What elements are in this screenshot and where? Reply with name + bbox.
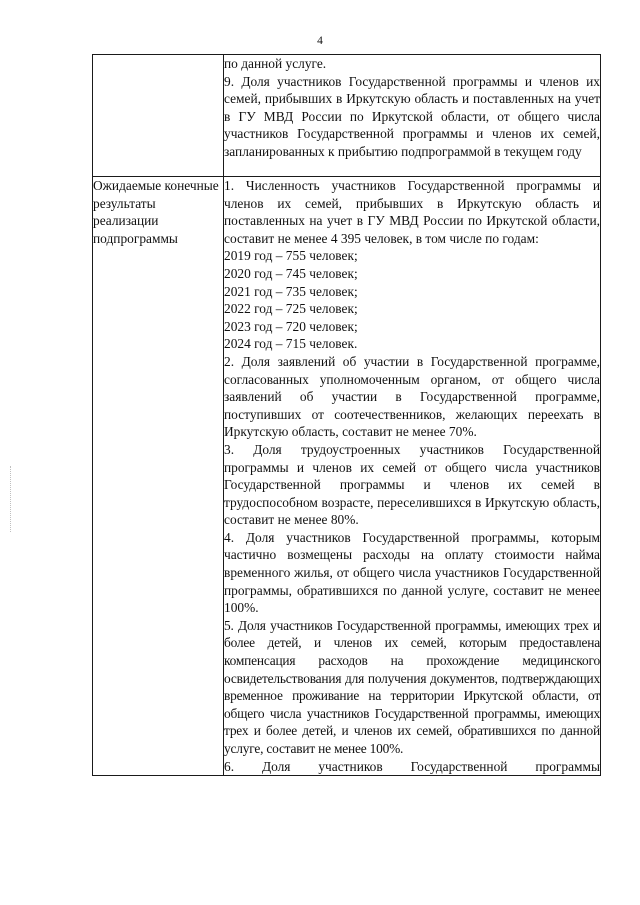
row-label-empty bbox=[93, 55, 224, 177]
table-row bbox=[93, 177, 601, 776]
continuation-text: по данной услуге. bbox=[224, 56, 327, 71]
table-row bbox=[93, 55, 601, 177]
year-line: 2022 год – 725 человек; bbox=[224, 301, 358, 317]
result-6: 6. Доля участников Государственной программы bbox=[224, 758, 600, 774]
result-1-intro: 1. Численность участников Государственной программы и членов их семей, прибывших в Иркутскую область и поставленных на учет в ГУ МВД России по Иркутской области, составит не менее 4 395 человек, в том числе по годам: bbox=[224, 178, 600, 246]
year-line: 2019 год – 755 человек; bbox=[224, 248, 358, 264]
row-content bbox=[224, 55, 601, 177]
passport-table bbox=[92, 54, 601, 776]
year-line: 2024 год – 715 человек. bbox=[224, 336, 358, 352]
result-5: 5. Доля участников Государственной программы, имеющих трех и более детей, и членов их семей, которым предоставлена компенсация расходов на прохождение медицинского освидетельствования для получения документов, подтверждающих временное проживание на территории Иркутской области, от общего числа участников Государственной программы, имеющих трех и более детей, и членов их семей, обратившихся по данной услуге, составит не менее 100%. bbox=[224, 617, 600, 756]
page-number: 4 bbox=[317, 35, 323, 47]
result-3: 3. Доля трудоустроенных участников Государственной программы и членов их семей от общего числа участников Государственной программы и членов их семей в трудоспособном возрасте, переселившихся в Иркутскую область, составит не менее 80%. bbox=[224, 441, 600, 528]
result-4: 4. Доля участников Государственной программы, которым частично возмещены расходы на оплату стоимости найма временного жилья, от общего числа участников Государственной программы, обратившихся по данной услуге, составит не менее 100%. bbox=[224, 529, 600, 616]
result-2: 2. Доля заявлений об участии в Государственной программе, согласованных уполномоченным органом, от общего числа заявлений об участии в Государственной программе, поступивших от соотечественников, желающих переехать в Иркутскую область, составит не менее 70%. bbox=[224, 353, 600, 440]
row-content-expected-results bbox=[224, 177, 601, 776]
row-label-expected-results: Ожидаемые конечные результаты реализации подпрограммы bbox=[93, 177, 224, 776]
indicator-9: 9. Доля участников Государственной программы и членов их семей, прибывших в Иркутскую область и поставленных на учет в ГУ МВД России по Иркутской области, от общего числа участников Государственной программы и членов их семей, запланированных к прибытию подпрограммой в текущем году bbox=[224, 73, 600, 159]
year-line: 2021 год – 735 человек; bbox=[224, 283, 358, 299]
year-line: 2020 год – 745 человек; bbox=[224, 265, 358, 281]
margin-mark bbox=[10, 466, 13, 532]
year-line: 2023 год – 720 человек; bbox=[224, 318, 358, 334]
